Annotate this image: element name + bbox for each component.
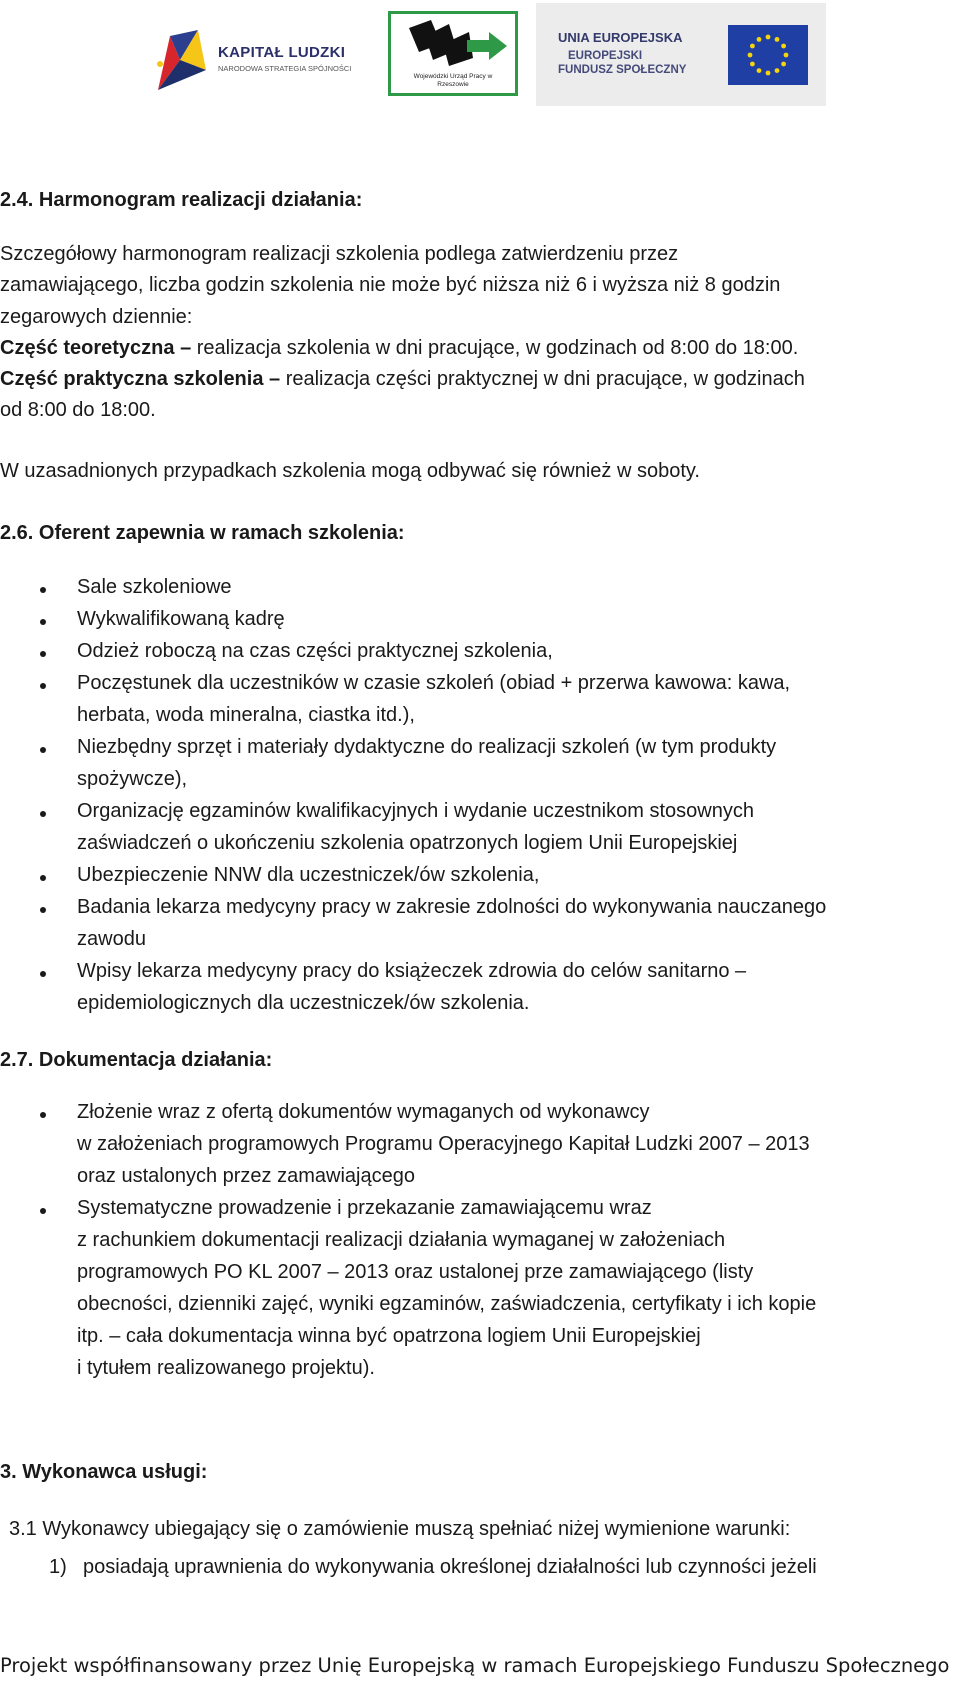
section-2-6-heading: 2.6. Oferent zapewnia w ramach szkolenia: — [0, 522, 405, 544]
kapital-ludzki-subtitle: NARODOWA STRATEGIA SPÓJNOŚCI — [218, 64, 352, 73]
numbered-item-text: posiadają uprawnienia do wykonywania określonej działalności lub czynności jeżeli — [83, 1556, 817, 1578]
list-item-continuation: zaświadczeń o ukończeniu szkolenia opatrzonych logiem Unii Europejskiej — [77, 832, 738, 854]
list-item: Wykwalifikowaną kadrę — [77, 608, 285, 630]
ue-fund-line1: EUROPEJSKI — [568, 50, 643, 62]
list-item: Ubezpieczenie NNW dla uczestniczek/ów szkolenia, — [77, 864, 540, 886]
page-footer: Projekt współfinansowany przez Unię Europejską w ramach Europejskiego Funduszu Społecznego — [0, 1654, 950, 1677]
section-2-4-heading: 2.4. Harmonogram realizacji działania: — [0, 189, 363, 211]
wup-logo — [388, 11, 518, 96]
list-item-continuation: zawodu — [77, 928, 146, 950]
list-item: Złożenie wraz z ofertą dokumentów wymaganych od wykonawcy — [77, 1101, 650, 1123]
bullet-icon — [40, 747, 46, 753]
list-item: Wpisy lekarza medycyny pracy do książeczek zdrowia do celów sanitarno – — [77, 960, 747, 982]
practical-part-hours: od 8:00 do 18:00. — [0, 399, 156, 421]
kapital-ludzki-logo — [150, 22, 360, 97]
bullet-icon — [40, 587, 46, 593]
list-item-continuation: oraz ustalonych przez zamawiającego — [77, 1165, 415, 1187]
list-item-continuation: w założeniach programowych Programu Operacyjnego Kapitał Ludzki 2007 – 2013 — [77, 1133, 810, 1155]
bullet-icon — [40, 619, 46, 625]
list-item-continuation: z rachunkiem dokumentacji realizacji działania wymaganej w założeniach — [77, 1229, 726, 1251]
practical-part-text: realizacja części praktycznej w dni pracujące, w godzinach — [280, 368, 805, 390]
ue-title: UNIA EUROPEJSKA — [558, 30, 683, 45]
list-item: Systematyczne prowadzenie i przekazanie zamawiającemu wraz — [77, 1197, 652, 1219]
list-item-continuation: itp. – cała dokumentacja winna być opatrzona logiem Unii Europejskiej — [77, 1325, 701, 1347]
bullet-icon — [40, 875, 46, 881]
practical-part-line — [0, 364, 805, 395]
list-item-continuation: herbata, woda mineralna, ciastka itd.), — [77, 704, 415, 726]
kapital-ludzki-emblem-icon — [150, 30, 210, 92]
bullet-icon — [40, 1112, 46, 1118]
wup-caption: Wojewódzki Urząd Pracy w Rzeszowie — [413, 73, 493, 88]
list-item: Badania lekarza medycyny pracy w zakresie zdolności do wykonywania nauczanego — [77, 896, 827, 918]
bullet-icon — [40, 1208, 46, 1214]
list-item-continuation: i tytułem realizowanego projektu). — [77, 1357, 375, 1379]
paragraph-line: Szczegółowy harmonogram realizacji szkolenia podlega zatwierdzeniu przez — [0, 243, 679, 265]
section-2-7-heading: 2.7. Dokumentacja działania: — [0, 1049, 273, 1071]
list-item: Sale szkoleniowe — [77, 576, 232, 598]
theory-part-text: realizacja szkolenia w dni pracujące, w godzinach od 8:00 do 18:00. — [191, 337, 799, 359]
bullet-icon — [40, 683, 46, 689]
list-item: Niezbędny sprzęt i materiały dydaktyczne do realizacji szkoleń (w tym produkty — [77, 736, 777, 758]
wup-emblem-icon — [391, 14, 515, 72]
list-item-continuation: obecności, dzienniki zajęć, wyniki egzaminów, zaświadczenia, certyfikaty i ich kopie — [77, 1293, 817, 1315]
practical-part-label: Część praktyczna szkolenia – — [0, 368, 281, 390]
list-item: Organizację egzaminów kwalifikacyjnych i wydanie uczestnikom stosownych — [77, 800, 754, 822]
eu-flag-icon — [728, 25, 808, 85]
ue-fund-line2: FUNDUSZ SPOŁECZNY — [558, 64, 687, 76]
list-item: Poczęstunek dla uczestników w czasie szkoleń (obiad + przerwa kawowa: kawa, — [77, 672, 791, 694]
theory-part-line — [0, 333, 798, 364]
bullet-icon — [40, 651, 46, 657]
bullet-icon — [40, 907, 46, 913]
section-3-heading: 3. Wykonawca usługi: — [0, 1461, 208, 1483]
ue-efs-logo — [536, 3, 826, 106]
list-item: Odzież roboczą na czas części praktycznej szkolenia, — [77, 640, 553, 662]
list-item-continuation: programowych PO KL 2007 – 2013 oraz ustalonej prze zamawiającego (listy — [77, 1261, 754, 1283]
kapital-ludzki-title: KAPITAŁ LUDZKI — [218, 44, 346, 61]
theory-part-label: Część teoretyczna – — [0, 337, 192, 359]
bullet-icon — [40, 811, 46, 817]
paragraph-line: zamawiającego, liczba godzin szkolenia nie może być niższa niż 6 i wyższa niż 8 godzin — [0, 274, 781, 296]
numbered-item-number: 1) — [49, 1556, 67, 1578]
saturday-note: W uzasadnionych przypadkach szkolenia mogą odbywać się również w soboty. — [0, 460, 700, 482]
header-logos — [0, 0, 960, 118]
bullet-icon — [40, 971, 46, 977]
paragraph-line: zegarowych dziennie: — [0, 306, 193, 328]
subsection-3-1: 3.1 Wykonawcy ubiegający się o zamówienie muszą spełniać niżej wymienione warunki: — [9, 1518, 791, 1540]
list-item-continuation: spożywcze), — [77, 768, 188, 790]
list-item-continuation: epidemiologicznych dla uczestniczek/ów szkolenia. — [77, 992, 530, 1014]
